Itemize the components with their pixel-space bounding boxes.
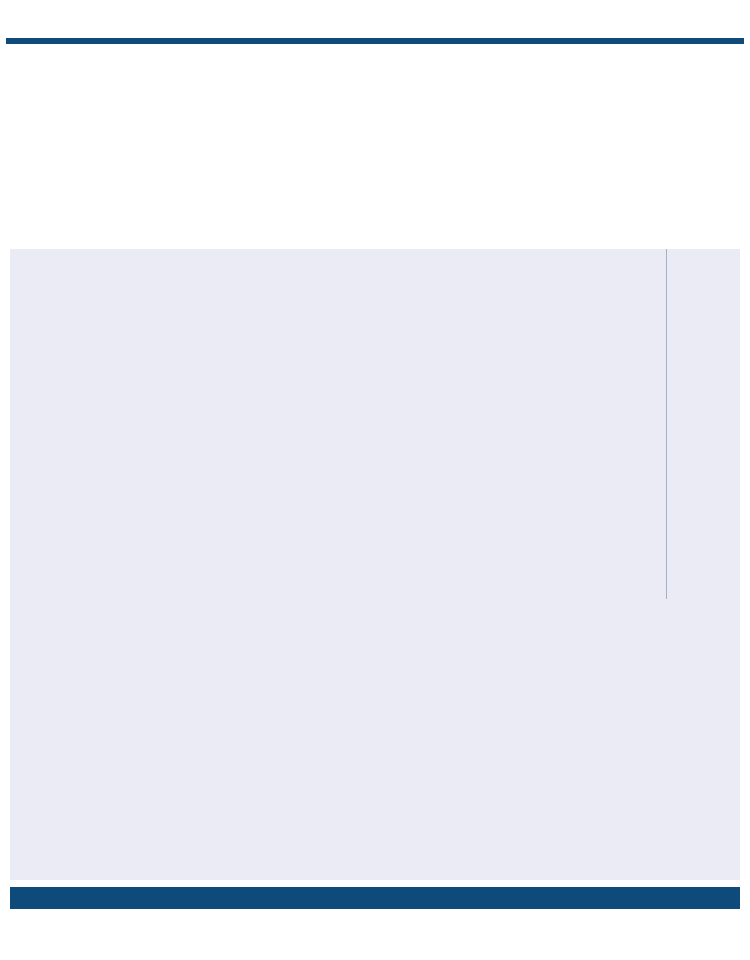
item-1-heading [17,256,27,270]
header-divider [6,38,744,44]
e-delivery-banner [10,887,740,909]
voting-items-panel [10,249,740,880]
column-divider [666,249,667,599]
